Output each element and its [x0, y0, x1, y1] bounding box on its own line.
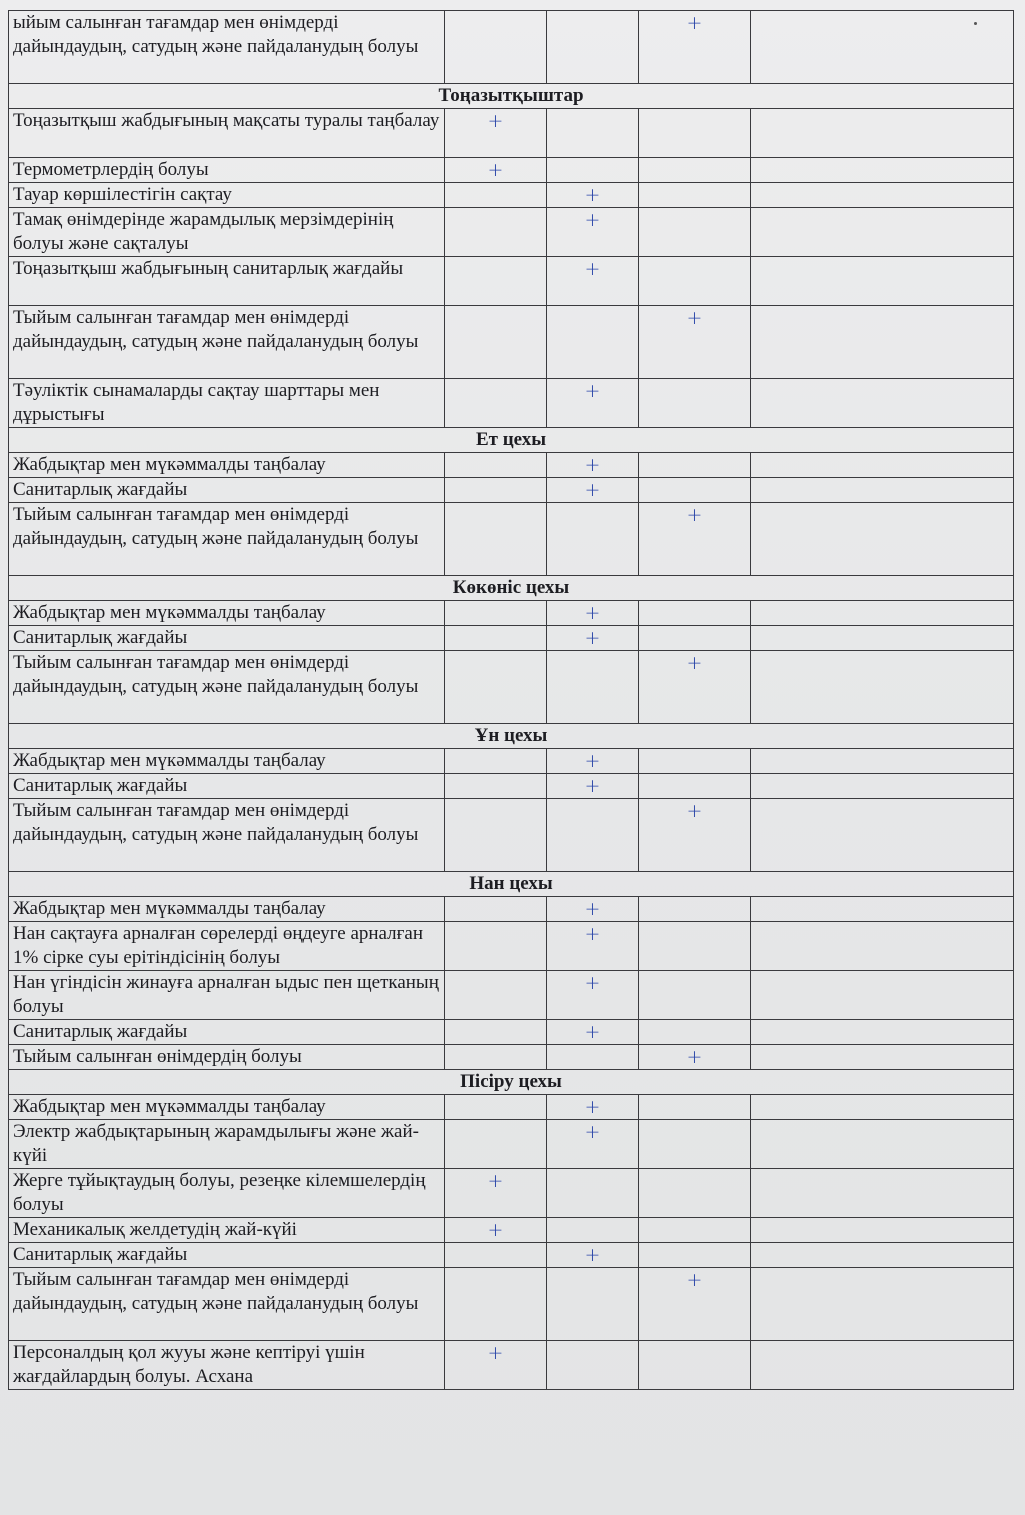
empty-cell — [445, 453, 547, 478]
empty-cell — [751, 1169, 1014, 1218]
empty-cell — [547, 503, 639, 576]
empty-cell — [751, 183, 1014, 208]
requirement-text: Термометрлердің болуы — [9, 158, 445, 183]
empty-cell — [639, 478, 751, 503]
checklist-row — [9, 503, 1014, 576]
empty-cell — [639, 774, 751, 799]
section-title: Тоңазытқыштар — [9, 84, 1014, 109]
requirement-text: Санитарлық жағдайы — [9, 774, 445, 799]
empty-cell — [445, 651, 547, 724]
empty-cell — [547, 1169, 639, 1218]
inspection-checklist-table — [8, 10, 1014, 1390]
empty-cell — [751, 11, 1014, 84]
empty-cell — [751, 897, 1014, 922]
checklist-row — [9, 651, 1014, 724]
handwritten-plus-mark: + — [445, 1218, 547, 1243]
requirement-text: Тыйым салынған тағамдар мен өнімдерді дайындаудың, сатудың және пайдаланудың болуы — [9, 503, 445, 576]
handwritten-plus-mark: + — [547, 453, 639, 478]
empty-cell — [445, 306, 547, 379]
section-header-row — [9, 872, 1014, 897]
empty-cell — [445, 1095, 547, 1120]
empty-cell — [751, 478, 1014, 503]
empty-cell — [547, 109, 639, 158]
empty-cell — [751, 651, 1014, 724]
requirement-text: ыйым салынған тағамдар мен өнімдерді дайындаудың, сатудың және пайдаланудың болуы — [9, 11, 445, 84]
checklist-row — [9, 11, 1014, 84]
empty-cell — [639, 183, 751, 208]
checklist-row — [9, 922, 1014, 971]
empty-cell — [445, 183, 547, 208]
section-header-row — [9, 428, 1014, 453]
empty-cell — [639, 208, 751, 257]
requirement-text: Тыйым салынған тағамдар мен өнімдерді дайындаудың, сатудың және пайдаланудың болуы — [9, 1268, 445, 1341]
checklist-row — [9, 1341, 1014, 1390]
section-header-row — [9, 724, 1014, 749]
handwritten-plus-mark: + — [639, 799, 751, 872]
empty-cell — [445, 503, 547, 576]
checklist-row — [9, 1218, 1014, 1243]
empty-cell — [547, 651, 639, 724]
empty-cell — [639, 453, 751, 478]
empty-cell — [751, 971, 1014, 1020]
empty-cell — [547, 306, 639, 379]
empty-cell — [639, 1218, 751, 1243]
requirement-text: Тәуліктік сынамаларды сақтау шарттары мен дұрыстығы — [9, 379, 445, 428]
empty-cell — [445, 749, 547, 774]
checklist-row — [9, 1243, 1014, 1268]
checklist-row — [9, 971, 1014, 1020]
requirement-text: Электр жабдықтарының жарамдылығы және жай-күйі — [9, 1120, 445, 1169]
empty-cell — [639, 971, 751, 1020]
handwritten-plus-mark: + — [547, 208, 639, 257]
requirement-text: Санитарлық жағдайы — [9, 626, 445, 651]
empty-cell — [445, 257, 547, 306]
handwritten-plus-mark: + — [445, 158, 547, 183]
empty-cell — [751, 749, 1014, 774]
empty-cell — [445, 1120, 547, 1169]
checklist-row — [9, 1020, 1014, 1045]
empty-cell — [639, 109, 751, 158]
handwritten-plus-mark: + — [639, 1045, 751, 1070]
section-header-row — [9, 1070, 1014, 1095]
empty-cell — [639, 601, 751, 626]
empty-cell — [751, 1243, 1014, 1268]
handwritten-plus-mark: + — [639, 503, 751, 576]
checklist-row — [9, 379, 1014, 428]
empty-cell — [639, 1341, 751, 1390]
requirement-text: Тыйым салынған тағамдар мен өнімдерді дайындаудың, сатудың және пайдаланудың болуы — [9, 651, 445, 724]
empty-cell — [445, 1020, 547, 1045]
empty-cell — [639, 1120, 751, 1169]
empty-cell — [547, 1218, 639, 1243]
handwritten-plus-mark: + — [445, 1169, 547, 1218]
handwritten-plus-mark: + — [547, 379, 639, 428]
handwritten-plus-mark: + — [639, 651, 751, 724]
empty-cell — [751, 922, 1014, 971]
empty-cell — [751, 1268, 1014, 1341]
handwritten-plus-mark: + — [547, 257, 639, 306]
empty-cell — [639, 379, 751, 428]
empty-cell — [445, 922, 547, 971]
checklist-row — [9, 183, 1014, 208]
empty-cell — [639, 1020, 751, 1045]
requirement-text: Тоңазытқыш жабдығының мақсаты туралы таңбалау — [9, 109, 445, 158]
empty-cell — [445, 1243, 547, 1268]
checklist-row — [9, 601, 1014, 626]
empty-cell — [547, 1045, 639, 1070]
handwritten-plus-mark: + — [547, 1243, 639, 1268]
requirement-text: Тоңазытқыш жабдығының санитарлық жағдайы — [9, 257, 445, 306]
empty-cell — [547, 11, 639, 84]
handwritten-plus-mark: + — [445, 1341, 547, 1390]
requirement-text: Жабдықтар мен мүкәммалды таңбалау — [9, 601, 445, 626]
empty-cell — [547, 1268, 639, 1341]
section-title: Нан цехы — [9, 872, 1014, 897]
handwritten-plus-mark: + — [639, 306, 751, 379]
handwritten-plus-mark: + — [547, 922, 639, 971]
handwritten-plus-mark: + — [639, 11, 751, 84]
requirement-text: Тыйым салынған тағамдар мен өнімдерді дайындаудың, сатудың және пайдаланудың болуы — [9, 799, 445, 872]
empty-cell — [751, 158, 1014, 183]
empty-cell — [547, 158, 639, 183]
requirement-text: Тыйым салынған тағамдар мен өнімдерді дайындаудың, сатудың және пайдаланудың болуы — [9, 306, 445, 379]
empty-cell — [445, 208, 547, 257]
empty-cell — [639, 1243, 751, 1268]
empty-cell — [639, 749, 751, 774]
empty-cell — [751, 503, 1014, 576]
handwritten-plus-mark: + — [547, 774, 639, 799]
checklist-row — [9, 257, 1014, 306]
empty-cell — [445, 379, 547, 428]
empty-cell — [751, 799, 1014, 872]
checklist-row — [9, 478, 1014, 503]
empty-cell — [639, 922, 751, 971]
requirement-text: Жабдықтар мен мүкәммалды таңбалау — [9, 453, 445, 478]
requirement-text: Механикалық желдетудің жай-күйі — [9, 1218, 445, 1243]
empty-cell — [639, 626, 751, 651]
checklist-row — [9, 306, 1014, 379]
empty-cell — [547, 799, 639, 872]
requirement-text: Санитарлық жағдайы — [9, 478, 445, 503]
checklist-row — [9, 1120, 1014, 1169]
empty-cell — [445, 1045, 547, 1070]
empty-cell — [751, 379, 1014, 428]
checklist-row — [9, 158, 1014, 183]
empty-cell — [445, 897, 547, 922]
empty-cell — [639, 1169, 751, 1218]
empty-cell — [639, 158, 751, 183]
checklist-row — [9, 774, 1014, 799]
requirement-text: Жабдықтар мен мүкәммалды таңбалау — [9, 749, 445, 774]
empty-cell — [751, 1020, 1014, 1045]
empty-cell — [445, 11, 547, 84]
empty-cell — [751, 1341, 1014, 1390]
requirement-text: Персоналдың қол жууы және кептіруі үшін жағдайлардың болуы. Асхана — [9, 1341, 445, 1390]
empty-cell — [751, 601, 1014, 626]
empty-cell — [751, 257, 1014, 306]
empty-cell — [445, 478, 547, 503]
empty-cell — [751, 208, 1014, 257]
requirement-text: Нан сақтауға арналған сөрелерді өңдеуге арналған 1% сірке суы ерітіндісінің болуы — [9, 922, 445, 971]
handwritten-plus-mark: + — [547, 183, 639, 208]
requirement-text: Тыйым салынған өнімдердің болуы — [9, 1045, 445, 1070]
empty-cell — [445, 626, 547, 651]
empty-cell — [751, 306, 1014, 379]
requirement-text: Тауар көршілестігін сақтау — [9, 183, 445, 208]
empty-cell — [751, 1045, 1014, 1070]
empty-cell — [751, 1218, 1014, 1243]
checklist-row — [9, 453, 1014, 478]
section-title: Ұн цехы — [9, 724, 1014, 749]
empty-cell — [445, 774, 547, 799]
empty-cell — [639, 897, 751, 922]
empty-cell — [445, 971, 547, 1020]
requirement-text: Жерге тұйықтаудың болуы, резеңке кілемшелердің болуы — [9, 1169, 445, 1218]
handwritten-plus-mark: + — [547, 478, 639, 503]
empty-cell — [639, 1095, 751, 1120]
section-title: Пісіру цехы — [9, 1070, 1014, 1095]
empty-cell — [547, 1341, 639, 1390]
empty-cell — [751, 626, 1014, 651]
requirement-text: Тамақ өнімдерінде жарамдылық мерзімдерінің болуы және сақталуы — [9, 208, 445, 257]
empty-cell — [639, 257, 751, 306]
handwritten-plus-mark: + — [547, 601, 639, 626]
requirement-text: Санитарлық жағдайы — [9, 1243, 445, 1268]
handwritten-plus-mark: + — [639, 1268, 751, 1341]
empty-cell — [751, 1120, 1014, 1169]
checklist-row — [9, 208, 1014, 257]
handwritten-plus-mark: + — [547, 897, 639, 922]
section-title: Көкөніс цехы — [9, 576, 1014, 601]
checklist-row — [9, 626, 1014, 651]
checklist-row — [9, 1268, 1014, 1341]
section-header-row — [9, 576, 1014, 601]
section-header-row — [9, 84, 1014, 109]
checklist-row — [9, 1169, 1014, 1218]
empty-cell — [751, 109, 1014, 158]
handwritten-plus-mark: + — [547, 971, 639, 1020]
requirement-text: Нан үгіндісін жинауға арналған ыдыс пен щетканың болуы — [9, 971, 445, 1020]
empty-cell — [751, 774, 1014, 799]
checklist-row — [9, 749, 1014, 774]
handwritten-plus-mark: + — [445, 109, 547, 158]
empty-cell — [445, 799, 547, 872]
empty-cell — [751, 453, 1014, 478]
empty-cell — [445, 601, 547, 626]
handwritten-plus-mark: + — [547, 1095, 639, 1120]
checklist-row — [9, 109, 1014, 158]
checklist-row — [9, 1045, 1014, 1070]
requirement-text: Жабдықтар мен мүкәммалды таңбалау — [9, 897, 445, 922]
checklist-row — [9, 1095, 1014, 1120]
handwritten-plus-mark: + — [547, 626, 639, 651]
handwritten-plus-mark: + — [547, 1020, 639, 1045]
checklist-body — [9, 11, 1014, 1390]
empty-cell — [445, 1268, 547, 1341]
handwritten-plus-mark: + — [547, 749, 639, 774]
requirement-text: Жабдықтар мен мүкәммалды таңбалау — [9, 1095, 445, 1120]
section-title: Ет цехы — [9, 428, 1014, 453]
requirement-text: Санитарлық жағдайы — [9, 1020, 445, 1045]
handwritten-plus-mark: + — [547, 1120, 639, 1169]
checklist-row — [9, 799, 1014, 872]
empty-cell — [751, 1095, 1014, 1120]
checklist-row — [9, 897, 1014, 922]
